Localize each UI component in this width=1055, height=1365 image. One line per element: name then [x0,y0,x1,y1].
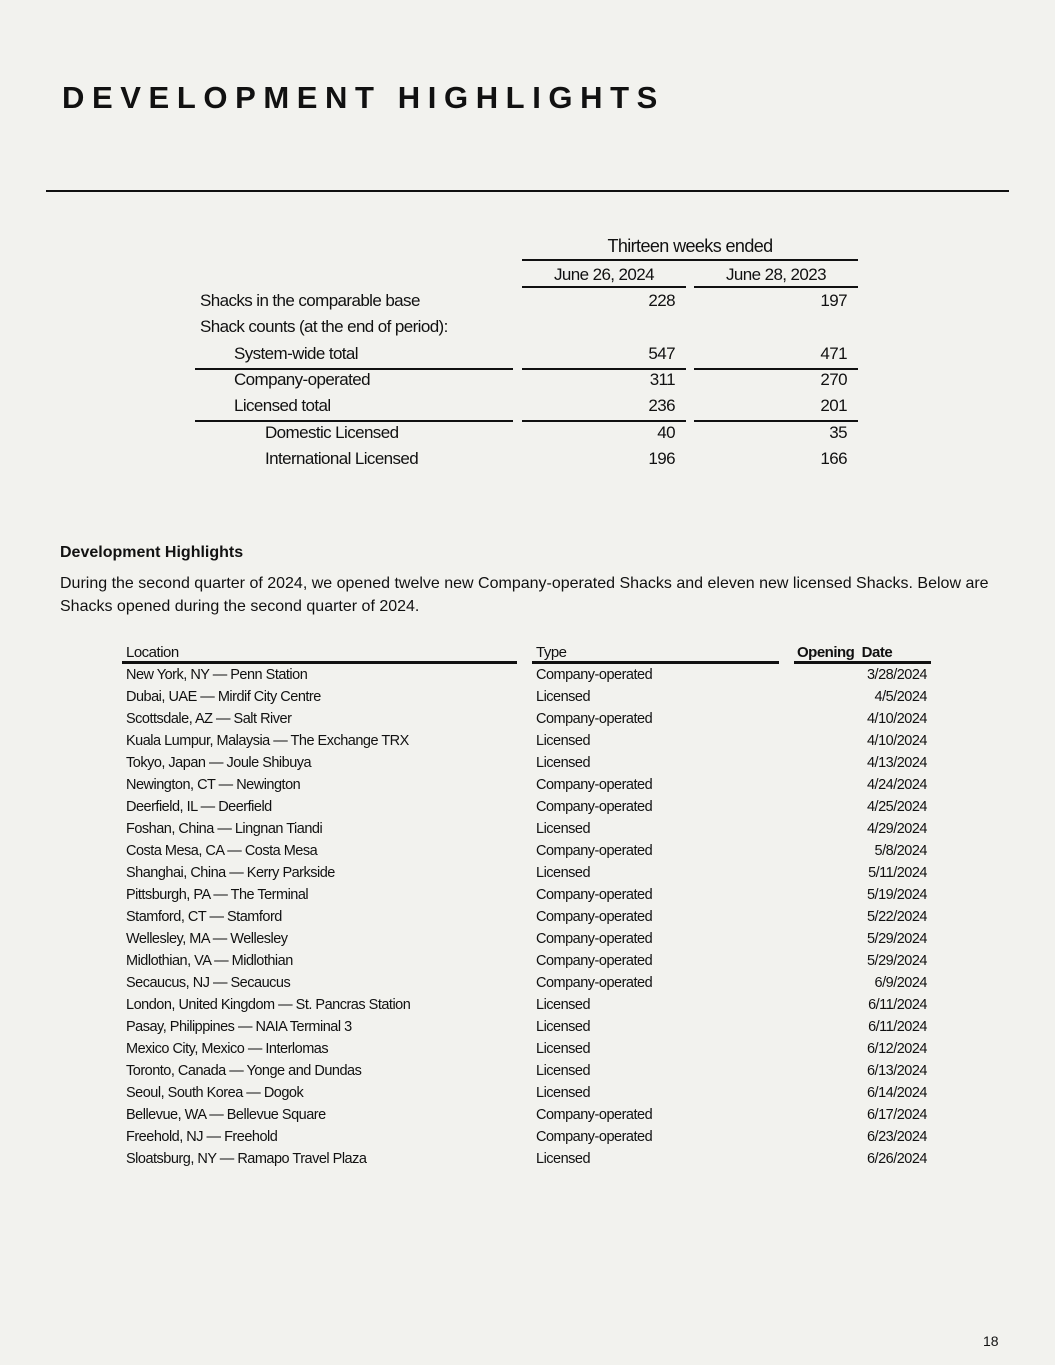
cell-date: 5/29/2024 [866,953,927,969]
cell-date: 4/24/2024 [866,777,927,793]
cell-type: Licensed [536,1151,591,1167]
divider [522,420,686,422]
cell-location: Mexico City, Mexico — Interlomas [126,1041,329,1057]
section-heading: Development Highlights [60,544,244,561]
cell-type: Company-operated [536,909,653,925]
cell-date: 4/13/2024 [866,755,927,771]
divider [694,368,858,370]
cell-date: 6/17/2024 [866,1107,927,1123]
cell-location: Pasay, Philippines — NAIA Terminal 3 [126,1019,352,1035]
divider [195,368,513,370]
cell-type: Company-operated [536,975,653,991]
cell-date: 5/8/2024 [874,843,927,859]
cell-location: Toronto, Canada — Yonge and Dundas [126,1063,362,1079]
cell-type: Company-operated [536,953,653,969]
cell-type: Licensed [536,821,591,837]
cell-date: 4/10/2024 [866,733,927,749]
row-label: International Licensed [265,448,419,468]
cell-type: Licensed [536,865,591,881]
cell-location: Wellesley, MA — Wellesley [126,931,288,947]
cell-date: 5/22/2024 [866,909,927,925]
row-label: System-wide total [234,343,358,363]
divider [522,368,686,370]
cell-location: Pittsburgh, PA — The Terminal [126,887,309,903]
divider [794,661,931,664]
divider [522,259,858,261]
cell-location: Tokyo, Japan — Joule Shibuya [126,755,312,771]
cell-date: 6/11/2024 [868,997,927,1013]
cell-location: Costa Mesa, CA — Costa Mesa [126,843,318,859]
cell-type: Licensed [536,1041,591,1057]
page-title: DEVELOPMENT HIGHLIGHTS [62,80,665,115]
cell-date: 4/25/2024 [866,799,927,815]
cell-type: Licensed [536,733,591,749]
cell-type: Company-operated [536,1107,653,1123]
cell-type: Licensed [536,1085,591,1101]
cell-date: 3/28/2024 [866,667,927,683]
row-label: Shack counts (at the end of period): [200,317,448,337]
row-label: Licensed total [234,396,331,416]
section-body: During the second quarter of 2024, we opened twelve new Company-operated Shacks and eleven new licensed Shacks. Below are Shacks opened during the second quarter of 2024. [60,575,989,615]
divider [694,286,858,288]
cell-location: Shanghai, China — Kerry Parkside [126,865,335,881]
cell-date: 4/5/2024 [874,689,927,705]
row-label: Company-operated [234,369,370,389]
cell-location: Deerfield, IL — Deerfield [126,799,272,815]
divider [694,420,858,422]
cell-date: 6/9/2024 [874,975,927,991]
cell-type: Licensed [536,689,591,705]
cell-2024: 40 [657,422,675,442]
cell-type: Company-operated [536,799,653,815]
period-header: Thirteen weeks ended [607,236,773,256]
cell-location: Stamford, CT — Stamford [126,909,282,925]
cell-type: Licensed [536,755,591,771]
cell-date: 6/23/2024 [866,1129,927,1145]
cell-2024: 228 [648,291,675,310]
column-header: June 28, 2023 [726,265,826,284]
cell-2024: 547 [648,343,675,363]
cell-location: Scottsdale, AZ — Salt River [126,711,292,727]
column-header-type: Type [536,644,567,661]
cell-location: Seoul, South Korea — Dogok [126,1085,304,1101]
cell-location: Freehold, NJ — Freehold [126,1129,278,1145]
divider [195,420,513,422]
cell-date: 5/29/2024 [866,931,927,947]
cell-date: 4/10/2024 [866,711,927,727]
cell-date: 4/29/2024 [866,821,927,837]
cell-location: Newington, CT — Newington [126,777,301,793]
cell-2024: 196 [648,448,675,468]
divider [122,661,517,664]
cell-type: Company-operated [536,667,653,683]
cell-location: Bellevue, WA — Bellevue Square [126,1107,326,1123]
column-header-date: Opening Date [797,644,893,661]
page-number: 18 [983,1333,999,1349]
cell-2024: 236 [648,396,675,416]
cell-date: 6/13/2024 [866,1063,927,1079]
cell-type: Company-operated [536,777,653,793]
title-divider [46,190,1009,192]
cell-type: Company-operated [536,931,653,947]
cell-location: Sloatsburg, NY — Ramapo Travel Plaza [126,1151,367,1167]
divider [532,661,779,664]
cell-date: 6/11/2024 [868,1019,927,1035]
cell-2023: 166 [820,448,847,468]
divider [522,286,686,288]
cell-type: Company-operated [536,887,653,903]
cell-2023: 471 [820,343,847,363]
cell-location: Dubai, UAE — Mirdif City Centre [126,689,321,705]
cell-location: New York, NY — Penn Station [126,667,308,683]
cell-2024: 311 [649,369,675,389]
cell-type: Company-operated [536,843,653,859]
cell-type: Licensed [536,1063,591,1079]
cell-date: 5/11/2024 [868,865,927,881]
cell-2023: 35 [829,422,847,442]
cell-date: 6/14/2024 [866,1085,927,1101]
cell-date: 6/26/2024 [866,1151,927,1167]
cell-location: London, United Kingdom — St. Pancras Station [126,997,411,1013]
column-header-location: Location [126,644,179,661]
cell-date: 5/19/2024 [866,887,927,903]
column-header: June 26, 2024 [554,265,654,284]
cell-type: Licensed [536,1019,591,1035]
cell-location: Kuala Lumpur, Malaysia — The Exchange TRX [126,733,409,749]
cell-type: Company-operated [536,711,653,727]
row-label: Shacks in the comparable base [200,291,420,310]
cell-type: Licensed [536,997,591,1013]
cell-2023: 270 [820,369,847,389]
cell-type: Company-operated [536,1129,653,1145]
cell-location: Secaucus, NJ — Secaucus [126,975,291,991]
cell-location: Foshan, China — Lingnan Tiandi [126,821,323,837]
cell-2023: 197 [820,291,847,310]
cell-location: Midlothian, VA — Midlothian [126,953,293,969]
cell-2023: 201 [820,396,847,416]
cell-date: 6/12/2024 [866,1041,927,1057]
row-label: Domestic Licensed [265,422,399,442]
